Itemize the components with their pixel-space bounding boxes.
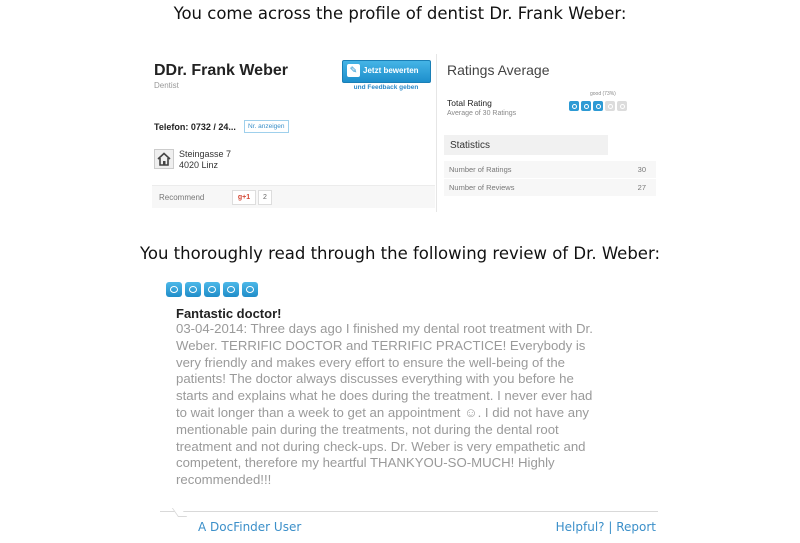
pencil-icon: ✎ xyxy=(347,64,360,77)
stat-value: 30 xyxy=(637,165,646,174)
dentist-profile-card xyxy=(146,50,668,213)
doctor-name: DDr. Frank Weber xyxy=(154,62,288,79)
helpful-link[interactable]: Helpful? xyxy=(555,520,605,534)
rate-now-label: Jetzt bewerten xyxy=(363,66,419,75)
review-tooth-icon xyxy=(242,282,258,297)
doctor-specialty: Dentist xyxy=(154,81,179,90)
review-stars xyxy=(166,282,261,297)
stat-row-ratings xyxy=(444,161,656,178)
review-title: Fantastic doctor! xyxy=(176,306,282,321)
stat-row-reviews xyxy=(444,179,656,196)
review-actions xyxy=(556,520,656,534)
statistics-header xyxy=(444,135,608,155)
home-icon xyxy=(154,149,174,169)
review-footer-divider xyxy=(160,511,658,512)
intro-text-profile: You come across the profile of dentist Dr. Frank Weber: xyxy=(173,4,627,23)
speech-notch xyxy=(172,508,187,517)
stat-label: Number of Reviews xyxy=(449,183,515,192)
phone-number: Telefon: 0732 / 24... xyxy=(154,122,236,132)
give-feedback-link[interactable]: und Feedback geben xyxy=(353,84,419,91)
report-link[interactable]: Report xyxy=(616,520,656,534)
review-tooth-icon xyxy=(185,282,201,297)
rating-quality-note: good (73%) xyxy=(590,91,616,97)
statistics-title: Statistics xyxy=(450,140,491,151)
ratings-average-title: Ratings Average xyxy=(447,62,550,78)
review-tooth-icon xyxy=(166,282,182,297)
intro-text-review: You thoroughly read through the following review of Dr. Weber: xyxy=(139,244,661,263)
show-number-button[interactable]: Nr. anzeigen xyxy=(244,120,289,133)
rating-tooth-icon xyxy=(581,101,591,111)
total-rating-subtext: Average of 30 Ratings xyxy=(447,110,517,117)
rating-tooth-icon xyxy=(569,101,579,111)
card-divider xyxy=(436,54,437,212)
stat-value: 27 xyxy=(637,183,646,192)
recommend-row xyxy=(152,185,435,208)
recommend-label: Recommend xyxy=(159,193,205,202)
rating-tooth-icon xyxy=(617,101,627,111)
rate-now-button[interactable] xyxy=(342,60,431,83)
review-tooth-icon xyxy=(204,282,220,297)
total-rating-label: Total Rating xyxy=(447,98,492,108)
address-city: 4020 Linz xyxy=(179,160,219,170)
stat-label: Number of Ratings xyxy=(449,165,512,174)
rating-tooth-icon xyxy=(605,101,615,111)
google-plus-button[interactable]: g+1 xyxy=(232,190,256,205)
review-author-link[interactable]: A DocFinder User xyxy=(198,520,302,534)
google-plus-count: 2 xyxy=(258,190,272,205)
action-separator: | xyxy=(608,520,613,534)
address-street: Steingasse 7 xyxy=(179,149,232,159)
rating-tooth-icon xyxy=(593,101,603,111)
review-tooth-icon xyxy=(223,282,239,297)
total-rating-stars xyxy=(569,101,629,111)
review-body: 03-04-2014: Three days ago I finished my dental root treatment with Dr. Weber. TERRIFIC DOCTOR and TERRIFIC PRACTICE! Everybody is very friendly and makes every effort to ensure the well-being of the patients! The doctor always discusses everything with you before he starts and explains what he does during the treatment. I never ever had to wait longer than a week to get an appointment ☺. I did not have any mentionable pain during the treatments, not during the dental root treatment and not during check-ups. Dr. Weber is very empathetic and competent, therefore my heartful THANKYOU-SO-MUCH! Highly recommended!!! xyxy=(176,321,593,488)
